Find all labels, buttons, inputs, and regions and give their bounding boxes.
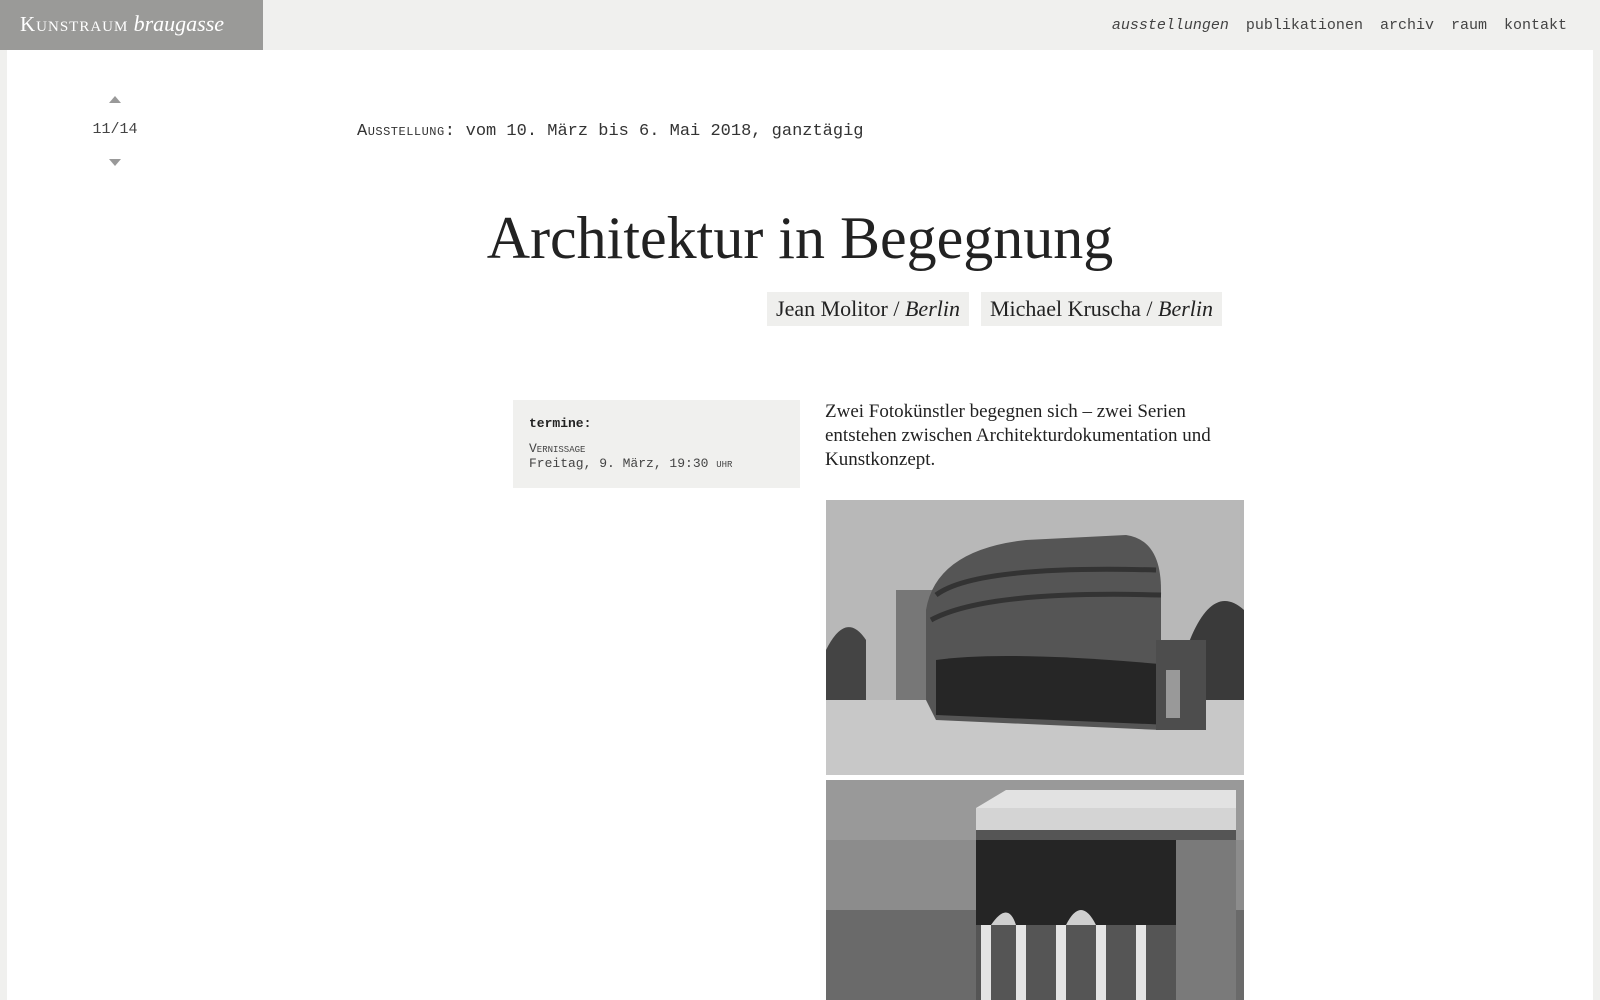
content-area	[7, 50, 1593, 1000]
nav-ausstellungen[interactable]: ausstellungen	[1111, 16, 1229, 34]
logo-text-italic: braugasse	[133, 11, 225, 36]
arrow-up-icon[interactable]	[109, 96, 121, 103]
main-nav	[1112, 0, 1567, 50]
exhibition-pager	[87, 96, 143, 166]
exhibition-photo	[826, 500, 1244, 775]
termine-box	[513, 400, 800, 488]
pager-count: 11/14	[92, 121, 138, 138]
artist-tag[interactable]: Jean Molitor / Berlin	[767, 292, 969, 326]
pavilion-photo-icon	[826, 780, 1244, 1000]
termine-date-text: Freitag, 9. März, 19:30	[529, 456, 709, 471]
artist-city: Berlin	[1158, 296, 1213, 321]
nav-archiv[interactable]: archiv	[1379, 16, 1434, 34]
artist-name: Jean Molitor	[776, 296, 888, 321]
termine-date-unit: uhr	[716, 456, 733, 471]
exhibition-label: Ausstellung:	[357, 122, 456, 141]
nav-publikationen[interactable]: publikationen	[1245, 16, 1363, 34]
exhibition-photo	[826, 780, 1244, 1000]
artist-name: Michael Kruscha	[989, 296, 1141, 321]
arrow-down-icon[interactable]	[109, 159, 121, 166]
termine-label: termine:	[529, 416, 592, 431]
artist-tag[interactable]: Michael Kruscha / Berlin	[981, 292, 1222, 326]
site-logo[interactable]	[0, 0, 263, 50]
logo-text-caps: Kunstraum	[20, 12, 129, 36]
artist-city: Berlin	[904, 296, 960, 321]
exhibition-dates	[357, 122, 864, 141]
nav-kontakt[interactable]: kontakt	[1503, 16, 1567, 34]
exhibition-date-range: vom 10. März bis 6. Mai 2018, ganztägig	[465, 122, 864, 141]
termine-date	[529, 456, 784, 471]
page-title: Architektur in Begegnung	[486, 205, 1114, 271]
termine-event: Vernissage	[529, 441, 586, 456]
artist-list	[767, 292, 1222, 326]
intro-text: Zwei Fotokünstler begegnen sich – zwei Serien entstehen zwischen Architekturdokumentation und Kunstkonzept.	[825, 401, 1211, 470]
building-photo-icon	[826, 500, 1244, 775]
nav-raum[interactable]: raum	[1450, 16, 1487, 34]
top-bar	[0, 0, 1600, 50]
